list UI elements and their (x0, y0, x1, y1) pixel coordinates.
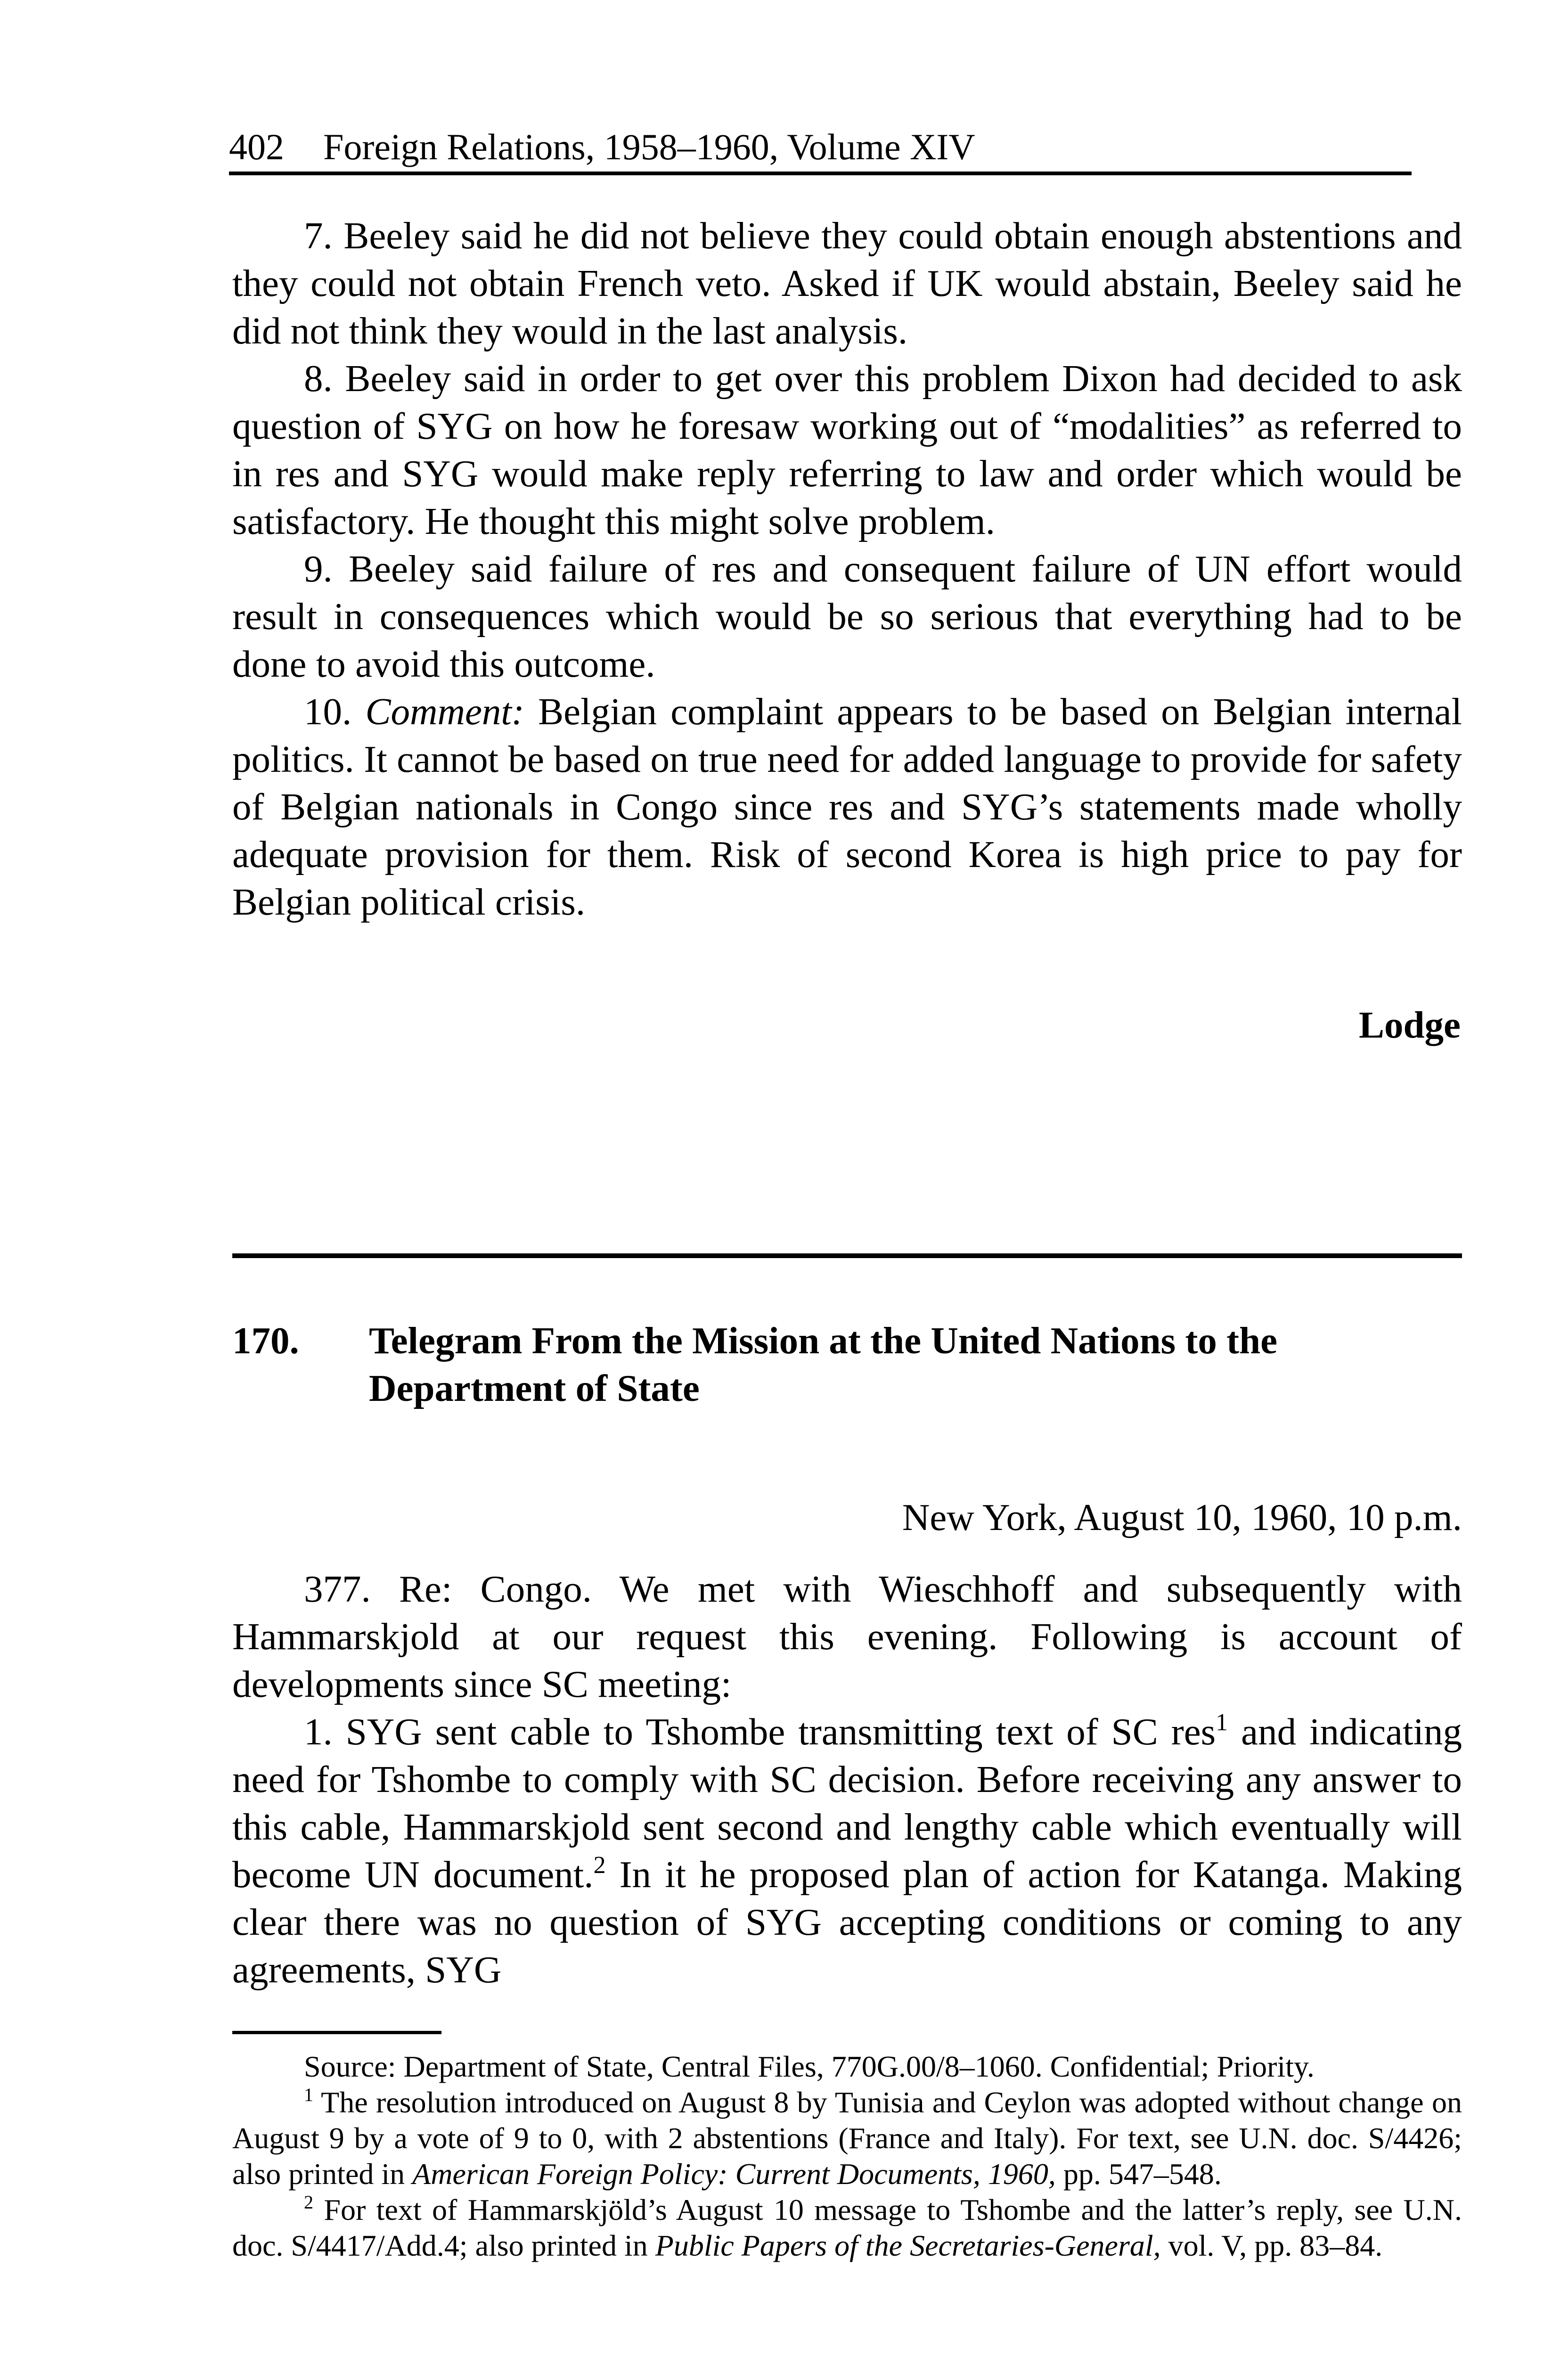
footnote-2 (232, 2192, 1462, 2264)
paragraph-8: 8. Beeley said in order to get over this problem Dixon had decided to ask question of SYG on how he foresaw working out of “modalities” as referred to in res and SYG would make reply referring to law and order which would be satisfactory. He thought this might solve problem. (232, 357, 1462, 542)
document-title: Telegram From the Mission at the United Nations to the Department of State (369, 1319, 1278, 1409)
signature: Lodge (1358, 1004, 1461, 1046)
footnote-2-citation: Public Papers of the Secretaries-General, (655, 2229, 1161, 2262)
item-1-text-c: In it he proposed plan of action for Katanga. Making clear there was no question of SYG accepting conditions or coming to any agreements, SYG (232, 1853, 1462, 1991)
paragraph-10-comment (232, 688, 1462, 926)
footnote-1-text-a: The resolution introduced on August 8 by Tunisia and Ceylon was adopted without change on August 9 by a vote of 9 to 0, with 2 abstentions (France and Italy). For text, see U.N. doc. S/4426; also printed in (232, 2086, 1462, 2191)
page-number: 402 (229, 126, 284, 167)
footnote-2-text-b: vol. V, pp. 83–84. (1160, 2229, 1383, 2262)
footnote-1-citation: American Foreign Policy: Current Documents, 1960, (412, 2157, 1056, 2191)
footnotes (232, 2049, 1462, 2264)
footnote-ref-2: 2 (593, 1852, 606, 1879)
document-number: 170. (232, 1319, 299, 1362)
continued-telegram-body (232, 212, 1462, 926)
telegram-intro: 377. Re: Congo. We met with Wieschhoff and subsequently with Hammarskjold at our request this evening. Following is account of developments since SC meeting: (232, 1568, 1462, 1705)
item-1 (232, 1708, 1462, 1994)
footnote-2-marker: 2 (304, 2192, 313, 2213)
item-1-text-b: and indicating need for Tshombe to comply with SC decision. Before receiving any answer to this cable, Hammarskjold sent second and lengthy cable which eventually will become UN document. (232, 1710, 1462, 1896)
paragraph-7: 7. Beeley said he did not believe they could obtain enough abstentions and they could not obtain French veto. Asked if UK would abstain, Beeley said he did not think they would in the last analysis. (232, 214, 1462, 352)
paragraph-9: 9. Beeley said failure of res and consequent failure of UN effort would result in consequences which would be so serious that everything had to be done to avoid this outcome. (232, 548, 1462, 685)
footnote-ref-1: 1 (1216, 1709, 1228, 1736)
footnote-1-text-b: pp. 547–548. (1055, 2157, 1222, 2191)
comment-text: Belgian complaint appears to be based on Belgian internal politics. It cannot be based on true need for added language to provide for safety of Belgian nationals in Congo since res and SYG’s statements made wholly adequate provision for them. Risk of second Korea is high price to pay for Belgian political crisis. (232, 690, 1462, 923)
footnote-2-text-a: For text of Hammarskjöld’s August 10 message to Tshombe and the latter’s reply, see U.N. doc. S/4417/Add.4; also printed in (232, 2193, 1462, 2262)
comment-number: 10. (304, 690, 352, 733)
item-1-text-a: 1. SYG sent cable to Tshombe transmitting text of SC res (304, 1710, 1216, 1753)
source-note: Source: Department of State, Central Files, 770G.00/8–1060. Confidential; Priority. (304, 2050, 1315, 2083)
document-separator-rule (232, 1253, 1462, 1258)
comment-label: Comment: (365, 690, 524, 733)
running-head (229, 123, 1412, 175)
volume-title: Foreign Relations, 1958–1960, Volume XIV (323, 126, 975, 167)
footnote-1 (232, 2085, 1462, 2192)
footnote-1-marker: 1 (304, 2084, 313, 2105)
footnote-rule (232, 2031, 441, 2034)
telegram-body (232, 1565, 1462, 1994)
dateline: New York, August 10, 1960, 10 p.m. (902, 1496, 1462, 1538)
